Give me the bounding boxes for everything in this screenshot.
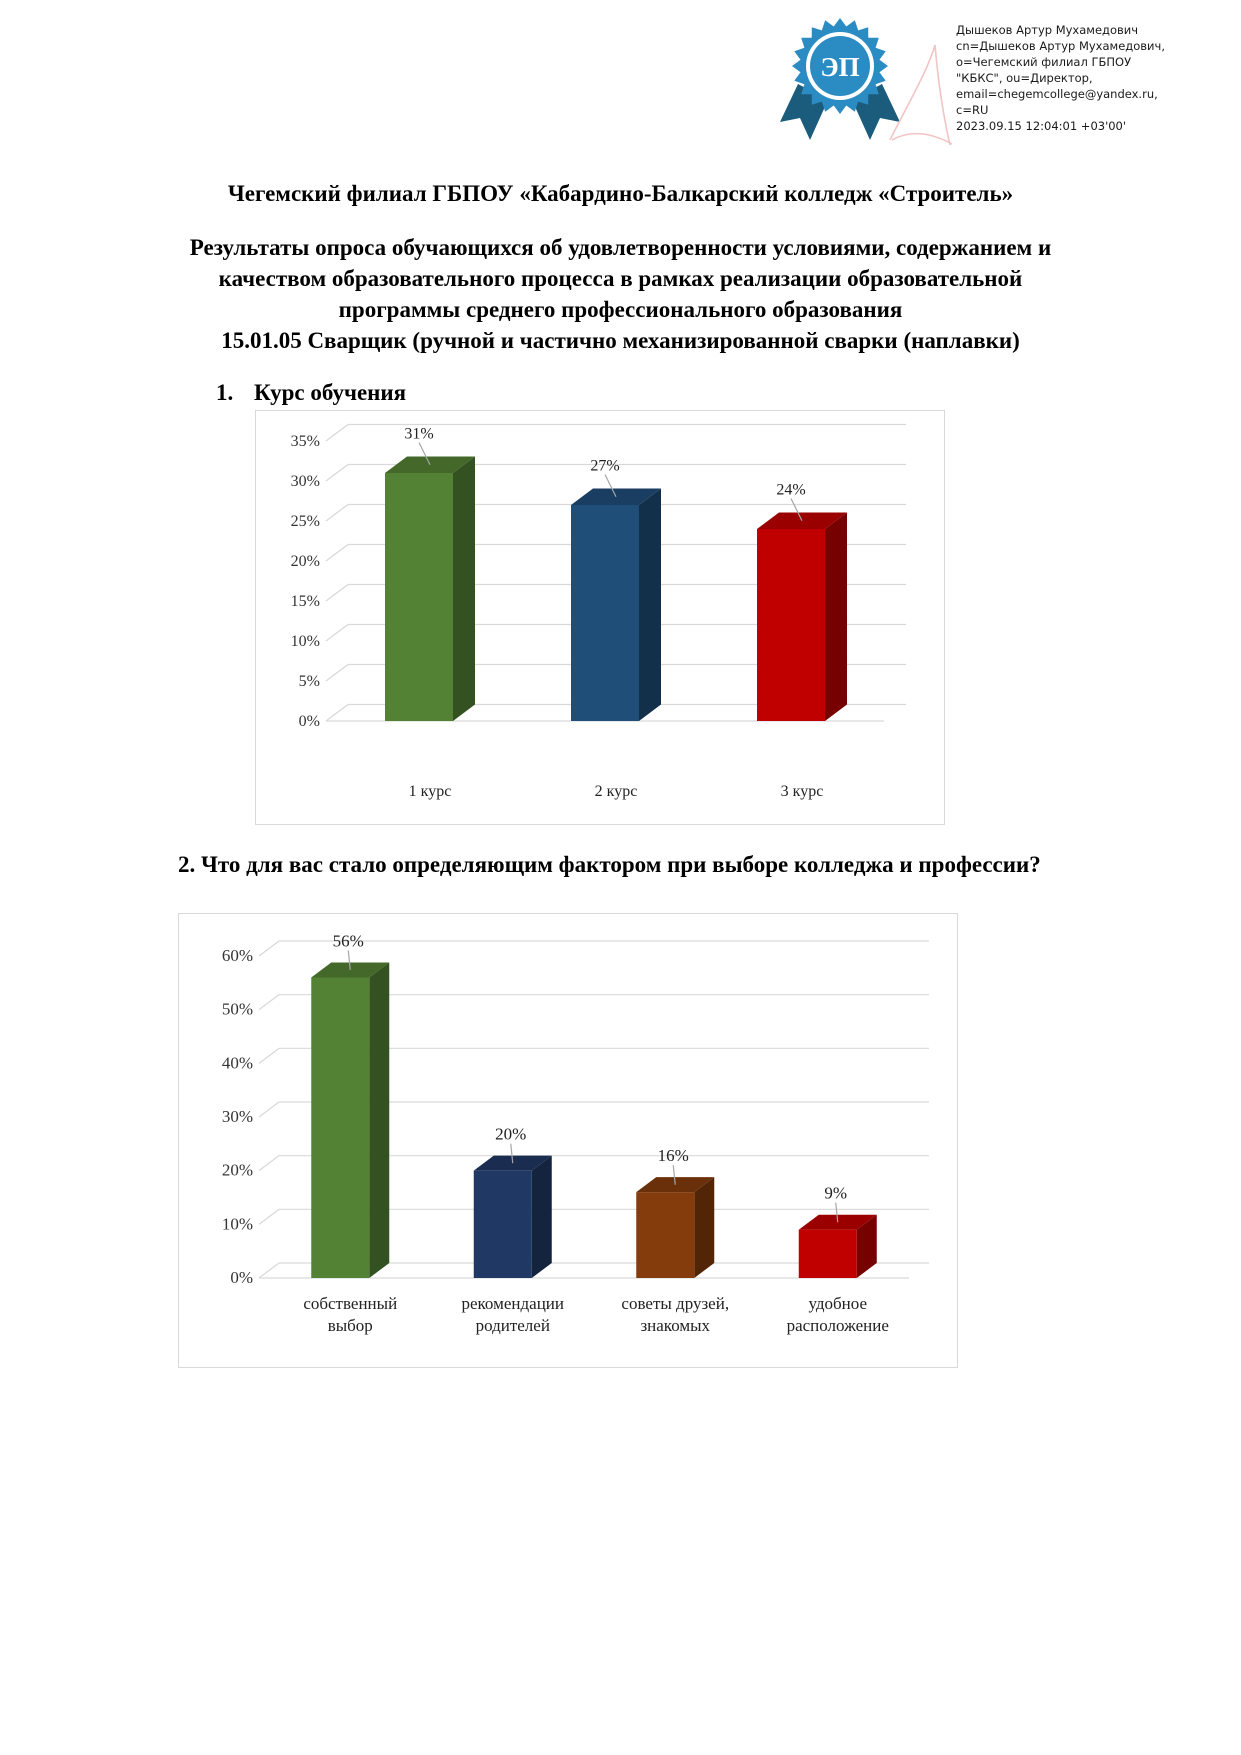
chart2-category-label: советы друзей,	[621, 1294, 730, 1313]
chart1-y-tick-label: 15%	[290, 593, 320, 610]
chart1-grid-diagonal	[326, 425, 348, 442]
chart2-y-tick-label: 10%	[221, 1214, 253, 1234]
chart1-y-tick-label: 35%	[290, 433, 320, 450]
chart1-y-tick-label: 30%	[290, 473, 320, 490]
chart1-grid-diagonal	[326, 465, 348, 482]
chart-2-frame	[178, 913, 958, 1368]
signature-line: Дышеков Артур Мухамедович	[956, 23, 1139, 37]
signature-line: c=RU	[956, 103, 989, 117]
chart2-data-label: 56%	[332, 931, 364, 951]
chart1-data-label: 27%	[590, 457, 620, 475]
signature-scribble-icon	[880, 40, 960, 150]
chart2-bar-side	[369, 962, 389, 1278]
chart2-category-label: родителей	[475, 1316, 550, 1335]
chart1-grid-diagonal	[326, 705, 348, 722]
chart1-y-tick-label: 10%	[290, 633, 320, 650]
chart-2-factors	[179, 914, 957, 1367]
chart2-data-label: 9%	[824, 1183, 848, 1203]
chart2-grid-diagonal	[259, 1048, 279, 1063]
chart2-category-label: собственный	[303, 1294, 398, 1313]
report-title-line: качеством образовательного процесса в рамках реализации образовательной	[218, 266, 1023, 291]
chart2-y-tick-label: 40%	[221, 1053, 253, 1073]
chart1-category-label: 3 курс	[780, 783, 824, 800]
chart2-y-tick-label: 30%	[221, 1107, 253, 1126]
question-1-number: 1.	[216, 380, 234, 405]
chart2-grid-diagonal	[259, 941, 279, 956]
chart2-category-label: выбор	[327, 1316, 373, 1335]
chart2-grid-diagonal	[259, 1263, 279, 1278]
chart2-y-tick-label: 60%	[221, 946, 253, 965]
chart2-bar	[636, 1192, 694, 1278]
chart2-y-tick-label: 50%	[221, 999, 253, 1019]
chart1-bar	[385, 473, 453, 721]
question-2-heading: 2. Что для вас стало определяющим фактором при выборе колледжа и профессии?	[178, 852, 1041, 877]
chart2-category-label: удобное	[808, 1294, 868, 1313]
chart1-bar-side	[639, 489, 661, 722]
chart1-grid-diagonal	[326, 545, 348, 562]
signature-block	[956, 22, 1226, 134]
question-1-text: Курс обучения	[254, 380, 407, 405]
chart2-y-tick-label: 20%	[221, 1160, 253, 1180]
chart2-grid-diagonal	[259, 995, 279, 1010]
chart1-bar	[757, 529, 825, 721]
chart2-y-tick-label: 0%	[230, 1268, 253, 1287]
chart1-grid-diagonal	[326, 625, 348, 642]
report-title	[0, 232, 1241, 356]
report-title-line: Результаты опроса обучающихся об удовлетворенности условиями, содержанием и	[189, 235, 1052, 260]
chart1-data-label: 31%	[404, 425, 434, 443]
chart-1-course	[256, 411, 944, 824]
signature-line: email=chegemcollege@yandex.ru,	[956, 87, 1158, 101]
chart1-y-tick-label: 25%	[290, 513, 320, 530]
chart2-bar-side	[532, 1156, 552, 1278]
chart1-y-tick-label: 0%	[298, 713, 320, 730]
chart2-bar-side	[694, 1177, 714, 1278]
question-1-heading	[216, 380, 406, 406]
seal-text: ЭП	[820, 52, 860, 82]
chart1-grid-diagonal	[326, 505, 348, 522]
chart1-grid-diagonal	[326, 665, 348, 682]
chart2-data-label: 20%	[495, 1124, 527, 1144]
chart2-grid-diagonal	[259, 1209, 279, 1224]
chart2-grid-diagonal	[259, 1102, 279, 1117]
chart1-bar-side	[453, 457, 475, 722]
chart1-y-tick-label: 20%	[290, 553, 320, 570]
report-title-line: 15.01.05 Сварщик (ручной и частично механизированной сварки (наплавки)	[221, 328, 1020, 353]
signature-line: "КБКС", ou=Директор,	[956, 71, 1093, 85]
signature-line: 2023.09.15 12:04:01 +03'00'	[956, 119, 1127, 133]
chart1-category-label: 1 курс	[408, 783, 452, 800]
report-title-line: программы среднего профессионального образования	[338, 297, 903, 322]
organization-title: Чегемский филиал ГБПОУ «Кабардино-Балкарский колледж «Строитель»	[227, 181, 1014, 206]
chart1-grid-diagonal	[326, 585, 348, 602]
signature-line: o=Чегемский филиал ГБПОУ	[956, 55, 1132, 69]
chart2-bar	[799, 1230, 857, 1278]
chart1-category-label: 2 курс	[594, 783, 638, 800]
chart2-bar	[311, 977, 369, 1278]
chart2-category-label: расположение	[786, 1316, 889, 1335]
chart1-bar-side	[825, 513, 847, 722]
chart1-bar	[571, 505, 639, 721]
chart2-category-label: рекомендации	[461, 1294, 565, 1313]
chart2-data-label: 16%	[657, 1146, 689, 1166]
chart1-y-tick-label: 5%	[298, 673, 320, 690]
chart-1-frame	[255, 410, 945, 825]
chart1-data-label: 24%	[776, 481, 806, 499]
chart2-grid-diagonal	[259, 1156, 279, 1171]
chart2-bar	[474, 1171, 532, 1278]
chart2-category-label: знакомых	[640, 1316, 711, 1335]
signature-line: cn=Дышеков Артур Мухамедович,	[956, 39, 1165, 53]
